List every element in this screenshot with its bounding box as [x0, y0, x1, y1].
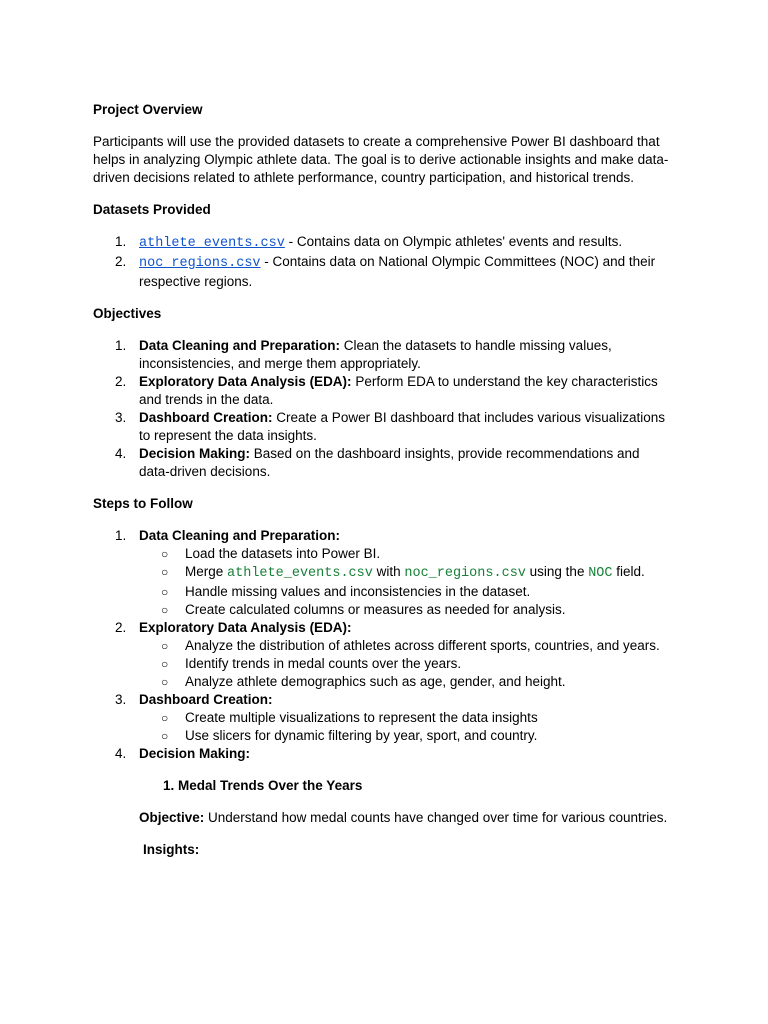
bullet-text: Create multiple visualizations to represent the data insights: [185, 710, 538, 725]
sub-list-item: [139, 709, 673, 727]
athlete-events-link[interactable]: athlete_events.csv: [139, 236, 285, 251]
sub-list-item: [139, 655, 673, 673]
steps-list: [93, 527, 673, 763]
list-number: 2.: [115, 374, 127, 389]
objective-title: Dashboard Creation:: [139, 410, 273, 425]
objective-text: Create a Power BI dashboard that includes various visualizations to represent the data insights.: [139, 410, 665, 443]
bullet-icon: ○: [161, 547, 169, 561]
objectives-list: [93, 337, 673, 481]
list-number: 4.: [115, 446, 127, 461]
objective-title: Data Cleaning and Preparation:: [139, 338, 341, 353]
step-title: Dashboard Creation:: [139, 692, 273, 707]
sub-list-item: [139, 601, 673, 619]
bullet-icon: ○: [161, 711, 169, 725]
steps-heading: Steps to Follow: [93, 496, 193, 511]
list-item: [93, 527, 673, 619]
bullet-text: Handle missing values and inconsistencies in the dataset.: [185, 584, 531, 599]
bullet-text: Analyze athlete demographics such as age, gender, and height.: [185, 674, 566, 689]
code-noc-regions: noc_regions.csv: [404, 566, 526, 581]
step-title: Exploratory Data Analysis (EDA):: [139, 620, 352, 635]
sub-list-item: [139, 637, 673, 655]
bullet-text: Load the datasets into Power BI.: [185, 546, 381, 561]
bullet-icon: ○: [161, 565, 169, 579]
list-number: 3.: [115, 692, 127, 707]
objective-text: Clean the datasets to handle missing values, inconsistencies, and merge them appropriately.: [139, 338, 612, 371]
code-athlete-events: athlete_events.csv: [227, 566, 373, 581]
list-number: 2.: [115, 254, 127, 269]
list-item: [93, 233, 673, 253]
bullet-icon: ○: [161, 729, 169, 743]
step-title: Decision Making:: [139, 746, 251, 761]
bullet-icon: ○: [161, 675, 169, 689]
objective-text: Understand how medal counts have changed over time for various countries.: [204, 810, 668, 825]
list-item: [93, 445, 673, 481]
medal-objective: [93, 809, 673, 827]
bullet-text: using the: [525, 564, 589, 579]
bullet-text: Use slicers for dynamic filtering by year, sport, and country.: [185, 728, 538, 743]
sub-list-item: [139, 727, 673, 745]
list-item: [93, 337, 673, 373]
step-title: Data Cleaning and Preparation:: [139, 528, 341, 543]
insights-label: Insights:: [143, 842, 200, 857]
bullet-text: Create calculated columns or measures as needed for analysis.: [185, 602, 566, 617]
objective-text: Perform EDA to understand the key characteristics and trends in the data.: [139, 374, 658, 407]
document-page: [93, 101, 673, 859]
datasets-heading: Datasets Provided: [93, 202, 211, 217]
dataset-desc: - Contains data on National Olympic Committees (NOC) and their respective regions.: [139, 254, 656, 289]
list-number: 1.: [115, 234, 127, 249]
bullet-text: with: [372, 564, 405, 579]
list-item: [93, 619, 673, 691]
bullet-icon: ○: [161, 585, 169, 599]
bullet-icon: ○: [161, 657, 169, 671]
code-noc: NOC: [588, 566, 613, 581]
dataset-desc: - Contains data on Olympic athletes' events and results.: [284, 234, 623, 249]
bullet-text: Identify trends in medal counts over the years.: [185, 656, 462, 671]
bullet-icon: ○: [161, 603, 169, 617]
sub-list: [139, 709, 673, 745]
sub-list-item: [139, 583, 673, 601]
sub-list-item: [139, 563, 673, 583]
objectives-heading: Objectives: [93, 306, 162, 321]
medal-trends-heading: 1. Medal Trends Over the Years: [163, 778, 363, 793]
list-item: [93, 691, 673, 745]
list-number: 4.: [115, 746, 127, 761]
list-number: 1.: [115, 338, 127, 353]
bullet-text: field.: [612, 564, 645, 579]
list-item: [93, 745, 673, 763]
overview-heading: Project Overview: [93, 102, 203, 117]
list-number: 3.: [115, 410, 127, 425]
noc-regions-link[interactable]: noc_regions.csv: [139, 256, 261, 271]
bullet-text: Analyze the distribution of athletes across different sports, countries, and years.: [185, 638, 660, 653]
sub-list: [139, 545, 673, 619]
objective-label: Objective:: [139, 810, 205, 825]
overview-text: Participants will use the provided datasets to create a comprehensive Power BI dashboard that helps in analyzing Olympic athlete data. The goal is to derive actionable insights and make data-driven decisions related to athlete performance, country participation, and historical trends.: [93, 134, 669, 185]
sub-list-item: [139, 545, 673, 563]
bullet-icon: ○: [161, 639, 169, 653]
objective-text: Based on the dashboard insights, provide recommendations and data-driven decisions.: [139, 446, 640, 479]
objective-title: Decision Making:: [139, 446, 251, 461]
list-number: 1.: [115, 528, 127, 543]
bullet-text: Merge: [185, 564, 228, 579]
list-item: [93, 373, 673, 409]
datasets-list: [93, 233, 673, 291]
list-number: 2.: [115, 620, 127, 635]
list-item: [93, 409, 673, 445]
sub-list: [139, 637, 673, 691]
list-item: [93, 253, 673, 291]
sub-list-item: [139, 673, 673, 691]
objective-title: Exploratory Data Analysis (EDA):: [139, 374, 352, 389]
